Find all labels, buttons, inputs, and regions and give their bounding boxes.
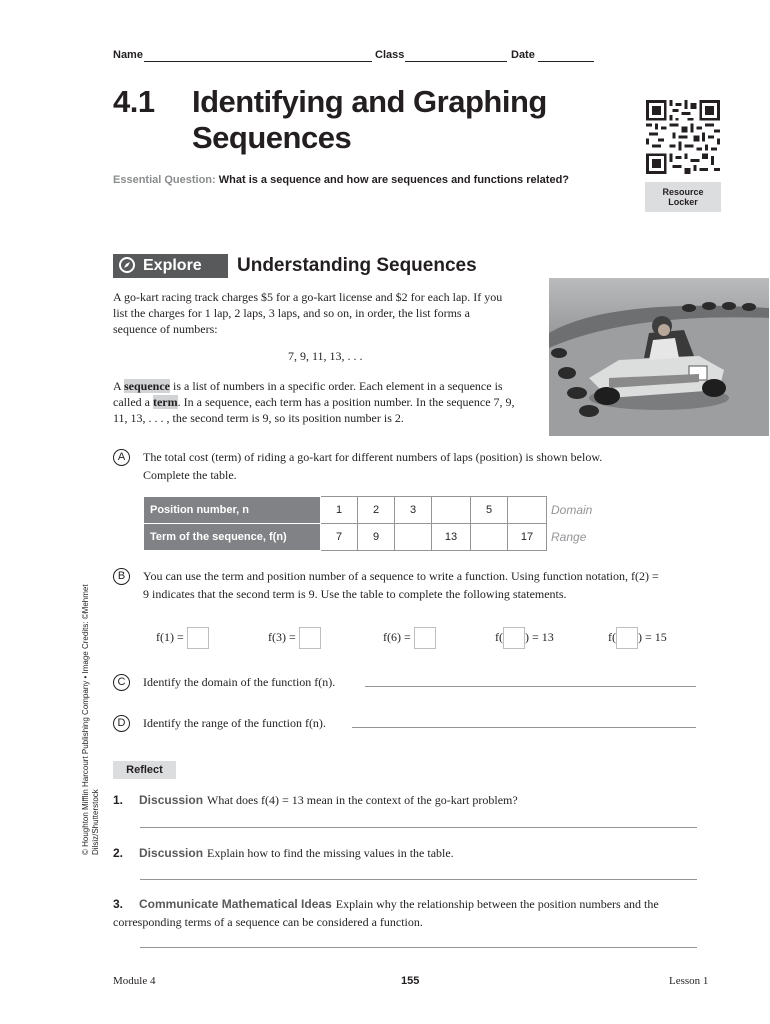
resource-locker-line2: Locker — [668, 197, 698, 207]
resource-locker-line1: Resource — [662, 187, 704, 197]
name-field[interactable] — [144, 61, 372, 62]
table-cell: 5 — [471, 497, 508, 524]
range-label: Range — [547, 524, 593, 551]
reflect-question-1 — [113, 791, 698, 809]
table-cell: 13 — [432, 524, 471, 551]
table-cell: 1 — [321, 497, 358, 524]
go-kart-photo — [549, 278, 769, 436]
equation-f6-label: f(6) = — [383, 629, 411, 644]
equation-f-15-close: ) = 15 — [638, 629, 667, 644]
question-heading: Discussion — [139, 846, 204, 860]
image-credit-line1: © Houghton Mifflin Harcourt Publishing Company • Image Credits: ©Mehmet — [81, 584, 90, 855]
table-cell-blank[interactable] — [471, 524, 508, 551]
footer-lesson: Lesson 1 — [669, 975, 709, 987]
equation-f-15 — [608, 627, 667, 649]
answer-line-3[interactable] — [140, 947, 697, 948]
sequence-table — [143, 496, 592, 551]
equation-f1-label: f(1) = — [156, 629, 184, 644]
step-a-marker: A — [113, 449, 130, 466]
reflect-question-2 — [113, 844, 698, 862]
date-field[interactable] — [538, 61, 594, 62]
lesson-number: 4.1 — [113, 84, 155, 119]
answer-line-2[interactable] — [140, 879, 697, 880]
footer-page-number: 155 — [401, 975, 420, 987]
position-header: Position number, n — [144, 497, 321, 524]
table-cell: 2 — [358, 497, 395, 524]
resource-locker-button[interactable] — [645, 182, 721, 212]
range-answer-line[interactable] — [352, 727, 696, 728]
question-text: Explain how to find the missing values in the table. — [207, 846, 454, 860]
table-cell: 7 — [321, 524, 358, 551]
table-cell: 3 — [395, 497, 432, 524]
step-d-text: Identify the range of the function f(n). — [143, 716, 326, 730]
image-credit — [81, 525, 101, 855]
question-text: Explain why the relationship between the position numbers and the corresponding terms of a sequence can be considered a function. — [113, 897, 659, 929]
domain-label: Domain — [547, 497, 593, 524]
term-header: Term of the sequence, f(n) — [144, 524, 321, 551]
sequence-definition-paragraph — [113, 378, 523, 426]
vocab-term: term — [152, 395, 178, 409]
question-heading: Discussion — [139, 793, 204, 807]
image-credit-line2: Dilsiz/Shutterstock — [91, 789, 100, 855]
f3-answer-box[interactable] — [299, 627, 321, 649]
essential-question-label: Essential Question: — [113, 174, 216, 186]
equation-f-13 — [495, 627, 554, 649]
step-c-marker: C — [113, 674, 130, 691]
compass-icon — [119, 257, 135, 273]
reflect-label: Reflect — [113, 761, 176, 779]
question-heading: Communicate Mathematical Ideas — [139, 897, 332, 911]
reflect-question-3 — [113, 895, 698, 931]
step-c-text: Identify the domain of the function f(n). — [143, 675, 336, 689]
definition-text-b: is a list of numbers in a specific order. Each element in a sequence is called a — [113, 379, 503, 409]
table-cell-blank[interactable] — [395, 524, 432, 551]
definition-text-c: . In a sequence, each term has a position number. In the sequence 7, 9, 11, 13, . . . , the second term is 9, so its position number is 2. — [113, 395, 515, 425]
class-label: Class — [375, 49, 405, 61]
f1-answer-box[interactable] — [187, 627, 209, 649]
lesson-title-line1: Identifying and Graphing — [192, 84, 547, 119]
table-cell-blank[interactable] — [508, 497, 547, 524]
question-number: 2. — [113, 846, 124, 860]
domain-answer-line[interactable] — [365, 686, 696, 687]
lesson-title — [192, 84, 612, 156]
explore-title: Understanding Sequences — [237, 255, 477, 276]
explore-badge — [113, 254, 228, 278]
footer-module: Module 4 — [113, 975, 156, 987]
question-number: 3. — [113, 897, 124, 911]
step-d-marker: D — [113, 715, 130, 732]
step-a-text: The total cost (term) of riding a go-kart for different numbers of laps (position) is shown below. Complete the table. — [143, 450, 603, 482]
step-b-marker: B — [113, 568, 130, 585]
question-text: What does f(4) = 13 mean in the context of the go-kart problem? — [207, 793, 518, 807]
sequence-display: 7, 9, 11, 13, . . . — [288, 349, 363, 363]
equation-f-13-close: ) = 13 — [525, 629, 554, 644]
position-15-answer-box[interactable] — [616, 627, 638, 649]
table-cell: 17 — [508, 524, 547, 551]
equation-f6 — [383, 627, 436, 649]
equation-f1 — [156, 627, 209, 649]
table-row-position — [144, 497, 593, 524]
equation-f-13-open: f( — [495, 629, 503, 644]
equation-f3 — [268, 627, 321, 649]
name-label: Name — [113, 49, 143, 61]
definition-text-a: A — [113, 379, 125, 393]
vocab-sequence: sequence — [124, 379, 171, 393]
f6-answer-box[interactable] — [414, 627, 436, 649]
equation-f-15-open: f( — [608, 629, 616, 644]
explore-intro-paragraph: A go-kart racing track charges $5 for a go-kart license and $2 for each lap. If you list the charges for 1 lap, 2 laps, 3 laps, and so on, in order, the list forms a sequence of numbers: — [113, 290, 503, 336]
essential-question-text: What is a sequence and how are sequences and functions related? — [218, 174, 570, 186]
table-row-term — [144, 524, 593, 551]
explore-badge-label: Explore — [143, 257, 202, 274]
equation-f3-label: f(3) = — [268, 629, 296, 644]
lesson-title-line2: Sequences — [192, 120, 352, 155]
position-13-answer-box[interactable] — [503, 627, 525, 649]
answer-line-1[interactable] — [140, 827, 697, 828]
class-field[interactable] — [405, 61, 507, 62]
table-cell: 9 — [358, 524, 395, 551]
essential-question — [113, 174, 569, 186]
step-b-text: You can use the term and position number of a sequence to write a function. Using function notation, f(2) = 9 indicates that the second term is 9. Use the table to complete the following statements. — [143, 569, 659, 601]
question-number: 1. — [113, 793, 124, 807]
qr-code-icon[interactable] — [646, 100, 720, 174]
table-cell-blank[interactable] — [432, 497, 471, 524]
date-label: Date — [511, 49, 535, 61]
